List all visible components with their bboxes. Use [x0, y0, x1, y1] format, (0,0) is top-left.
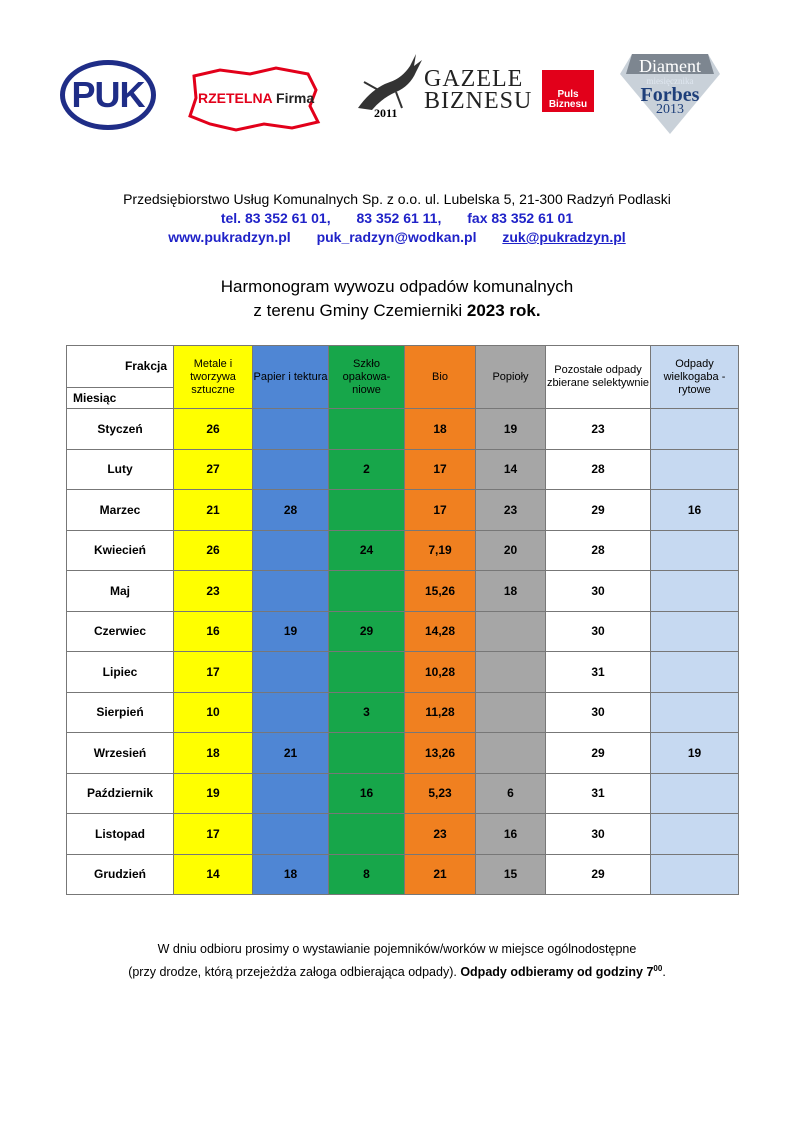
table-row — [67, 490, 739, 531]
title-line-2-text: z terenu Gminy Czemierniki — [253, 301, 467, 320]
cell-pozostale: 29 — [546, 854, 651, 895]
email-link-2[interactable]: zuk@pukradzyn.pl — [502, 229, 626, 245]
cell-bio: 14,28 — [405, 611, 476, 652]
month-cell: Styczeń — [67, 409, 174, 450]
title-line-1: Harmonogram wywozu odpadów komunalnych — [220, 277, 574, 296]
month-cell: Kwiecień — [67, 530, 174, 571]
cell-wielkogabarytowe — [651, 652, 739, 693]
month-cell: Sierpień — [67, 692, 174, 733]
cell-wielkogabarytowe — [651, 692, 739, 733]
cell-szklo: 2 — [329, 449, 405, 490]
cell-papier: 21 — [253, 733, 329, 774]
biznesu-word: BIZNESU — [424, 88, 533, 114]
cell-pozostale: 30 — [546, 611, 651, 652]
column-header-pozostale: Pozostałe odpady zbierane selektywnie — [546, 346, 651, 409]
frakcja-label: Frakcja — [124, 359, 167, 373]
cell-metal: 27 — [174, 449, 253, 490]
cell-metal: 26 — [174, 409, 253, 450]
cell-popioly — [476, 733, 546, 774]
cell-wielkogabarytowe — [651, 571, 739, 612]
biznesu-badge-word: Biznesu — [548, 99, 588, 110]
cell-wielkogabarytowe — [651, 814, 739, 855]
cell-papier — [253, 814, 329, 855]
cell-metal: 10 — [174, 692, 253, 733]
month-cell: Październik — [67, 773, 174, 814]
cell-popioly — [476, 611, 546, 652]
table-row — [67, 611, 739, 652]
footer-hours: Odpady odbieramy od godziny 7 — [460, 965, 654, 980]
footer-note — [0, 940, 794, 982]
gazele-title — [424, 68, 532, 112]
company-address: Przedsiębiorstwo Usług Komunalnych Sp. z o.o. ul. Lubelska 5, 21-300 Radzyń Podlaski — [123, 191, 671, 207]
puls-word: Puls — [557, 89, 579, 100]
cell-pozostale: 30 — [546, 814, 651, 855]
rzetelna-firma-text — [198, 90, 314, 106]
cell-popioly: 20 — [476, 530, 546, 571]
column-header-metal: Metale i tworzywa sztuczne — [174, 346, 253, 409]
cell-bio: 23 — [405, 814, 476, 855]
month-cell: Czerwiec — [67, 611, 174, 652]
table-row — [67, 733, 739, 774]
cell-bio: 11,28 — [405, 692, 476, 733]
column-header-wielkogabarytowe: Odpady wielkogaba - rytowe — [651, 346, 739, 409]
table-row — [67, 530, 739, 571]
cell-metal: 26 — [174, 530, 253, 571]
cell-pozostale: 30 — [546, 692, 651, 733]
rzetelna-firma-logo — [180, 64, 330, 134]
cell-papier — [253, 652, 329, 693]
gazele-word: GAZELE — [424, 66, 524, 92]
company-web — [0, 228, 794, 247]
cell-papier — [253, 409, 329, 450]
cell-popioly: 18 — [476, 571, 546, 612]
cell-wielkogabarytowe — [651, 449, 739, 490]
cell-bio: 10,28 — [405, 652, 476, 693]
footer-line-1: W dniu odbioru prosimy o wystawianie pojemników/worków w miejsce ogólnodostępne — [157, 942, 637, 956]
cell-wielkogabarytowe — [651, 530, 739, 571]
footer-period: . — [662, 965, 666, 980]
miesiac-label: Miesiąc — [73, 391, 117, 405]
table-row — [67, 692, 739, 733]
schedule-table — [66, 345, 739, 895]
cell-pozostale: 30 — [546, 571, 651, 612]
cell-papier: 18 — [253, 854, 329, 895]
cell-szklo — [329, 733, 405, 774]
puls-biznesu-badge — [542, 70, 594, 112]
cell-pozostale: 31 — [546, 652, 651, 693]
firma-word: Firma — [276, 90, 315, 106]
company-info — [0, 190, 794, 247]
cell-popioly: 15 — [476, 854, 546, 895]
cell-bio: 17 — [405, 490, 476, 531]
gazele-biznesu-logo — [352, 48, 602, 128]
cell-wielkogabarytowe: 19 — [651, 733, 739, 774]
cell-szklo — [329, 652, 405, 693]
month-cell: Luty — [67, 449, 174, 490]
cell-wielkogabarytowe — [651, 854, 739, 895]
cell-metal: 18 — [174, 733, 253, 774]
cell-bio: 15,26 — [405, 571, 476, 612]
cell-metal: 17 — [174, 814, 253, 855]
cell-bio: 17 — [405, 449, 476, 490]
table-row — [67, 652, 739, 693]
table-row — [67, 571, 739, 612]
footer-line-2 — [0, 959, 794, 982]
cell-szklo: 29 — [329, 611, 405, 652]
phone-2: 83 352 61 11, — [356, 210, 442, 226]
cell-papier — [253, 449, 329, 490]
logo-row — [0, 46, 794, 146]
cell-metal: 23 — [174, 571, 253, 612]
cell-bio: 21 — [405, 854, 476, 895]
table-row — [67, 449, 739, 490]
cell-papier — [253, 530, 329, 571]
column-header-bio: Bio — [405, 346, 476, 409]
cell-popioly: 19 — [476, 409, 546, 450]
cell-papier: 19 — [253, 611, 329, 652]
cell-popioly: 14 — [476, 449, 546, 490]
cell-popioly — [476, 652, 546, 693]
cell-wielkogabarytowe — [651, 773, 739, 814]
cell-metal: 16 — [174, 611, 253, 652]
month-cell: Marzec — [67, 490, 174, 531]
cell-wielkogabarytowe — [651, 611, 739, 652]
column-header-popioly: Popioły — [476, 346, 546, 409]
table-row — [67, 854, 739, 895]
cell-szklo — [329, 409, 405, 450]
corner-header-cell — [67, 346, 174, 409]
cell-wielkogabarytowe — [651, 409, 739, 450]
email-link-1[interactable]: puk_radzyn@wodkan.pl — [316, 229, 477, 245]
cell-pozostale: 29 — [546, 733, 651, 774]
title-line-2 — [0, 299, 794, 323]
document-title — [0, 275, 794, 323]
cell-szklo — [329, 571, 405, 612]
cell-szklo: 3 — [329, 692, 405, 733]
gazele-year: 2011 — [374, 106, 398, 120]
miesiecznika-word: miesięcznika — [646, 76, 694, 86]
rzetelna-word: RZETELNA — [198, 90, 273, 106]
cell-bio: 13,26 — [405, 733, 476, 774]
month-cell: Maj — [67, 571, 174, 612]
forbes-diament-logo — [618, 52, 722, 136]
cell-papier — [253, 571, 329, 612]
phone-1: tel. 83 352 61 01, — [220, 210, 331, 226]
footer-hours-sup: 00 — [653, 964, 663, 973]
cell-szklo — [329, 814, 405, 855]
month-cell: Grudzień — [67, 854, 174, 895]
cell-bio: 7,19 — [405, 530, 476, 571]
month-cell: Listopad — [67, 814, 174, 855]
title-year: 2023 rok. — [466, 301, 541, 320]
cell-szklo: 16 — [329, 773, 405, 814]
cell-pozostale: 23 — [546, 409, 651, 450]
cell-pozostale: 31 — [546, 773, 651, 814]
footer-line-2-text: (przy drodze, którą przejeżdża załoga odbierająca odpady). — [128, 965, 461, 980]
cell-popioly: 16 — [476, 814, 546, 855]
cell-popioly: 6 — [476, 773, 546, 814]
fax-number: fax 83 352 61 01 — [467, 210, 574, 226]
cell-szklo: 8 — [329, 854, 405, 895]
cell-papier — [253, 773, 329, 814]
cell-pozostale: 29 — [546, 490, 651, 531]
website-link[interactable]: www.pukradzyn.pl — [168, 229, 291, 245]
cell-wielkogabarytowe: 16 — [651, 490, 739, 531]
cell-bio: 18 — [405, 409, 476, 450]
table-header-row — [67, 346, 739, 409]
cell-szklo — [329, 490, 405, 531]
table-row — [67, 409, 739, 450]
cell-metal: 21 — [174, 490, 253, 531]
table-row — [67, 814, 739, 855]
month-cell: Lipiec — [67, 652, 174, 693]
cell-papier: 28 — [253, 490, 329, 531]
cell-popioly — [476, 692, 546, 733]
company-phones — [0, 209, 794, 228]
cell-pozostale: 28 — [546, 449, 651, 490]
cell-metal: 19 — [174, 773, 253, 814]
puk-logo-text: PUK — [71, 74, 145, 115]
column-header-papier: Papier i tektura — [253, 346, 329, 409]
puk-logo — [60, 60, 156, 130]
cell-szklo: 24 — [329, 530, 405, 571]
cell-popioly: 23 — [476, 490, 546, 531]
month-cell: Wrzesień — [67, 733, 174, 774]
forbes-year: 2013 — [656, 102, 684, 117]
cell-metal: 17 — [174, 652, 253, 693]
cell-papier — [253, 692, 329, 733]
cell-pozostale: 28 — [546, 530, 651, 571]
diament-word: Diament — [639, 56, 701, 76]
cell-bio: 5,23 — [405, 773, 476, 814]
column-header-szklo: Szkło opakowa-niowe — [329, 346, 405, 409]
forbes-word: Forbes — [640, 84, 700, 106]
table-row — [67, 773, 739, 814]
cell-metal: 14 — [174, 854, 253, 895]
